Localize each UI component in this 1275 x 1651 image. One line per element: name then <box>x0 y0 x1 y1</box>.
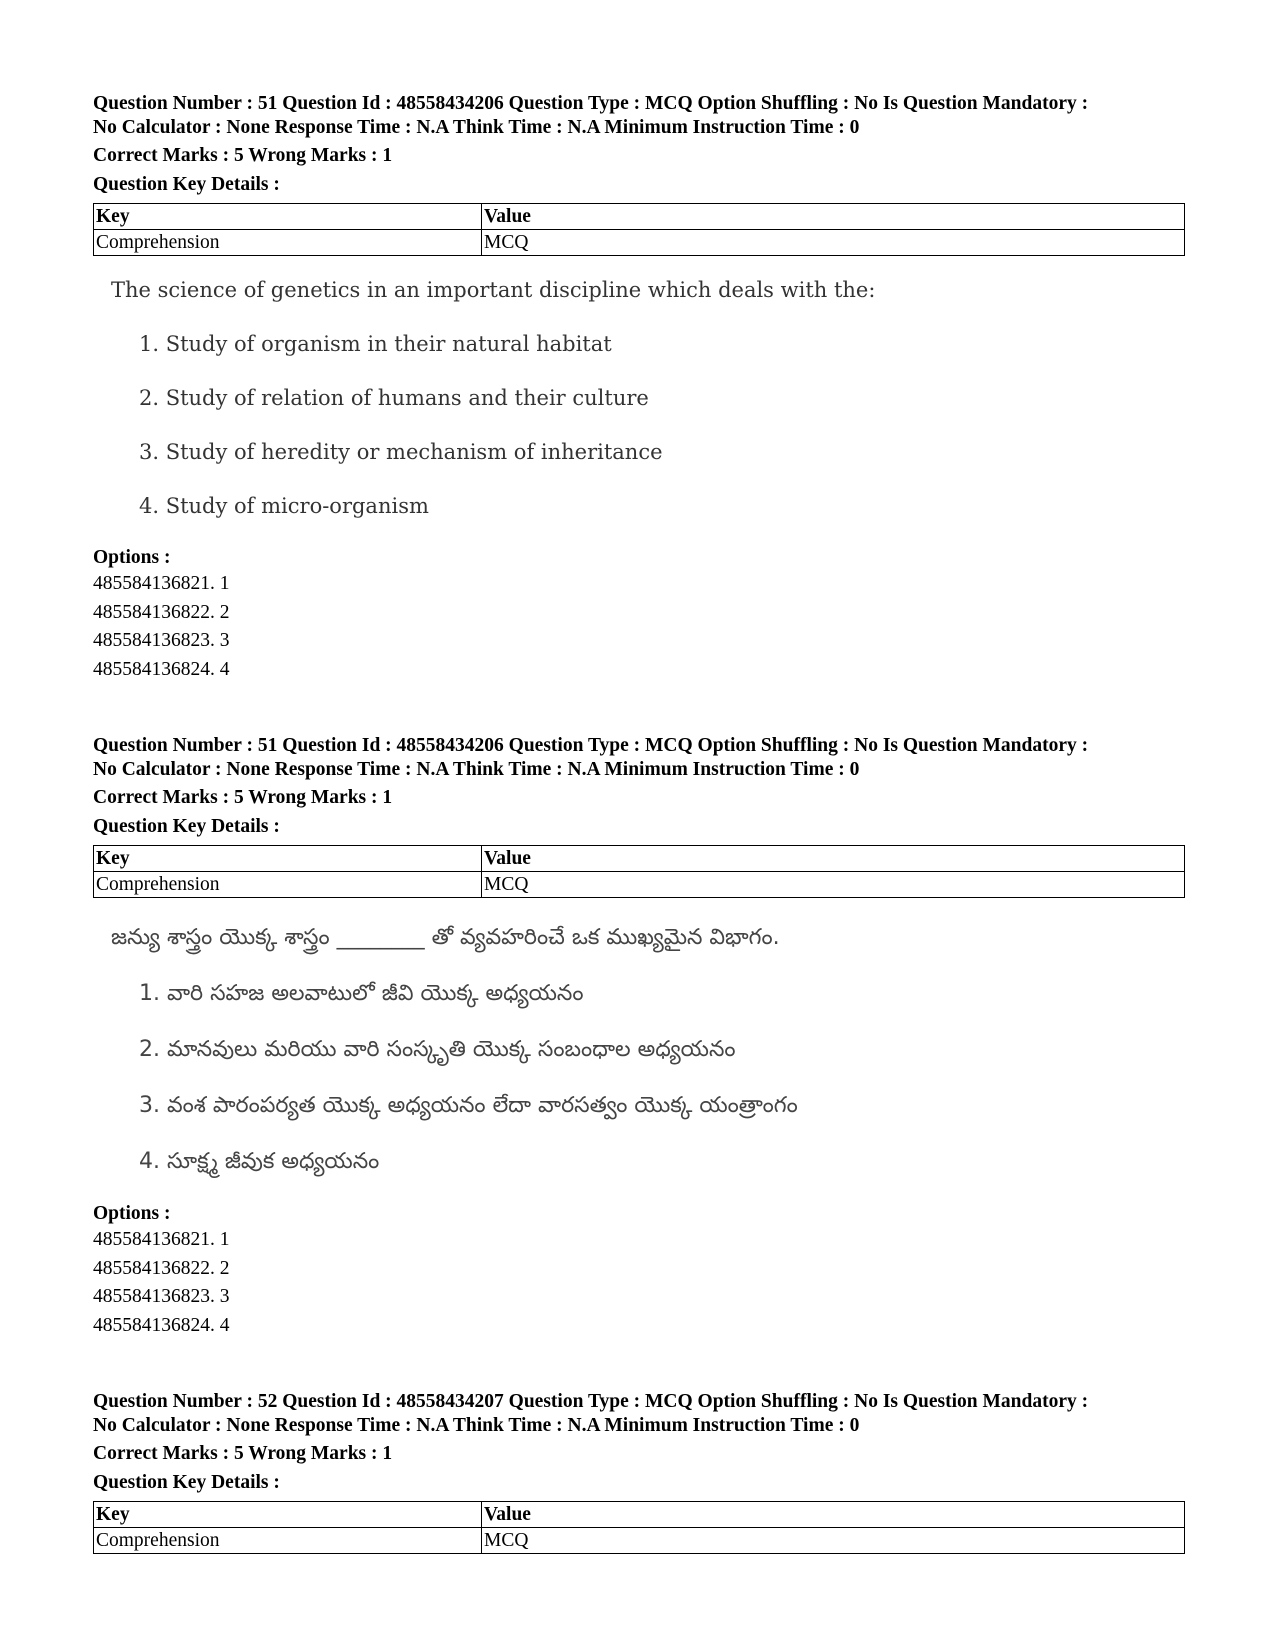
marks-line: Correct Marks : 5 Wrong Marks : 1 <box>93 1443 393 1464</box>
table-header-row <box>94 1502 1185 1528</box>
marks-line: Correct Marks : 5 Wrong Marks : 1 <box>93 145 393 166</box>
question-item: 3. Study of heredity or mechanism of inheritance <box>139 440 663 464</box>
key-value-table <box>93 845 1185 898</box>
question-item: 2. Study of relation of humans and their culture <box>139 386 649 410</box>
section-spacer <box>93 1340 1185 1390</box>
section-spacer <box>93 684 1185 734</box>
question-meta-line: Question Number : 52 Question Id : 48558434207 Question Type : MCQ Option Shuffling : No Is Question Mandatory : <box>93 1391 1089 1412</box>
question-stem: జన్యు శాస్త్రం యొక్క శాస్త్రం ________ తో వ్యవహరించే ఒక ముఖ్యమైన విభాగం. <box>111 925 780 950</box>
option-item: 485584136822. 2 <box>93 1257 230 1279</box>
question-meta-line: No Calculator : None Response Time : N.A Think Time : N.A Minimum Instruction Time : 0 <box>93 759 860 780</box>
table-row <box>94 230 1185 256</box>
table-header-value: Value <box>482 846 1185 872</box>
marks-line: Correct Marks : 5 Wrong Marks : 1 <box>93 787 393 808</box>
key-value-table <box>93 1501 1185 1554</box>
table-header-row <box>94 204 1185 230</box>
table-cell-key: Comprehension <box>94 1528 482 1554</box>
option-item: 485584136821. 1 <box>93 1229 230 1250</box>
table-cell-value: MCQ <box>482 872 1185 898</box>
question-items <box>111 332 1185 518</box>
question-block <box>93 92 1185 684</box>
question-meta <box>93 92 1185 140</box>
key-details-label: Question Key Details : <box>93 816 280 837</box>
table-header-value: Value <box>482 204 1185 230</box>
option-item: 485584136821. 1 <box>93 573 230 594</box>
option-item: 485584136823. 3 <box>93 1286 230 1307</box>
question-block <box>93 734 1185 1340</box>
table-cell-key: Comprehension <box>94 872 482 898</box>
question-meta-line: Question Number : 51 Question Id : 48558434206 Question Type : MCQ Option Shuffling : No Is Question Mandatory : <box>93 93 1089 114</box>
document-page <box>93 92 1185 1554</box>
question-meta <box>93 734 1185 782</box>
option-item: 485584136824. 4 <box>93 658 230 680</box>
question-block <box>93 1390 1185 1554</box>
table-header-key: Key <box>94 1502 482 1528</box>
table-header-value: Value <box>482 1502 1185 1528</box>
table-row <box>94 872 1185 898</box>
table-row <box>94 1528 1185 1554</box>
options-label: Options : <box>93 547 171 568</box>
table-header-key: Key <box>94 204 482 230</box>
question-content <box>111 926 1185 1174</box>
question-item: 2. మానవులు మరియు వారి సంస్కృతి యొక్క సంబంధాల అధ్యయనం <box>139 1037 736 1062</box>
question-meta-line: No Calculator : None Response Time : N.A Think Time : N.A Minimum Instruction Time : 0 <box>93 117 860 138</box>
question-meta <box>93 1390 1185 1438</box>
key-value-table <box>93 203 1185 256</box>
question-item: 4. Study of micro-organism <box>139 494 429 518</box>
question-item: 3. వంశ పారంపర్యత యొక్క అధ్యయనం లేదా వారసత్వం యొక్క యంత్రాంగం <box>139 1093 798 1118</box>
question-meta-line: No Calculator : None Response Time : N.A Think Time : N.A Minimum Instruction Time : 0 <box>93 1415 860 1436</box>
option-item: 485584136824. 4 <box>93 1314 230 1336</box>
question-meta-line: Question Number : 51 Question Id : 48558434206 Question Type : MCQ Option Shuffling : No Is Question Mandatory : <box>93 735 1089 756</box>
key-details-label: Question Key Details : <box>93 1472 280 1493</box>
key-details-label: Question Key Details : <box>93 174 280 195</box>
question-item: 4. సూక్ష్మ జీవుక అధ్యయనం <box>139 1149 380 1174</box>
question-stem: The science of genetics in an important discipline which deals with the: <box>111 278 876 302</box>
options-label: Options : <box>93 1203 171 1224</box>
table-header-key: Key <box>94 846 482 872</box>
question-item: 1. Study of organism in their natural habitat <box>139 332 612 356</box>
option-item: 485584136823. 3 <box>93 630 230 651</box>
question-item: 1. వారి సహజ అలవాటులో జీవి యొక్క అధ్యయనం <box>139 981 584 1006</box>
table-header-row <box>94 846 1185 872</box>
table-cell-value: MCQ <box>482 1528 1185 1554</box>
table-cell-value: MCQ <box>482 230 1185 256</box>
option-item: 485584136822. 2 <box>93 601 230 623</box>
question-content <box>111 278 1185 518</box>
table-cell-key: Comprehension <box>94 230 482 256</box>
question-items <box>111 982 1185 1174</box>
